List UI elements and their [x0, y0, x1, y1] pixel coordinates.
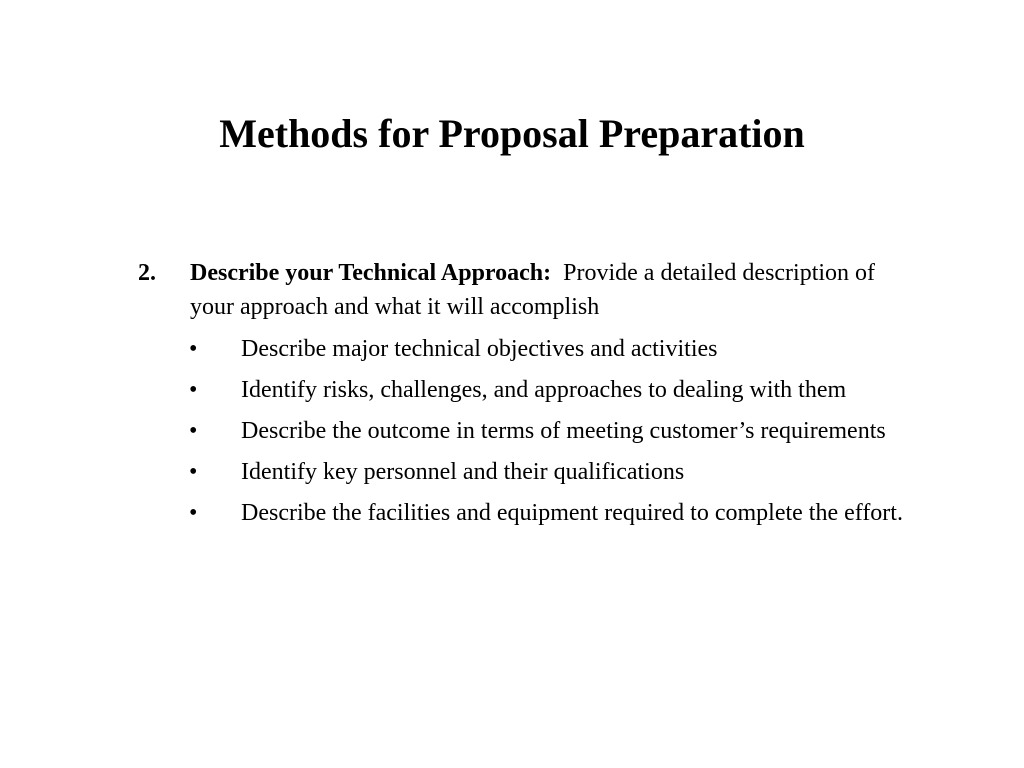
list-item	[138, 332, 918, 366]
list-item	[138, 414, 918, 448]
list-item	[138, 496, 918, 530]
bullet-icon: •	[189, 459, 198, 485]
list-item	[138, 373, 918, 407]
list-item	[138, 455, 918, 489]
slide-title: Methods for Proposal Preparation	[219, 111, 805, 156]
bullet-text: Identify key personnel and their qualifications	[241, 459, 685, 485]
bullet-text: Describe major technical objectives and activities	[241, 336, 718, 362]
bullet-icon: •	[189, 418, 198, 444]
item-text: Provide a detailed description of your approach and what it will accomplish	[190, 260, 876, 320]
bullet-text: Identify risks, challenges, and approaches to dealing with them	[241, 377, 847, 403]
item-heading: Describe your Technical Approach:	[190, 260, 552, 286]
bullet-icon: •	[189, 377, 198, 403]
bullet-text: Describe the facilities and equipment required to complete the effort.	[241, 500, 903, 526]
slide-content	[138, 256, 918, 537]
bullet-list	[138, 332, 918, 530]
item-number: 2.	[138, 260, 156, 286]
bullet-text: Describe the outcome in terms of meeting customer’s requirements	[241, 418, 886, 444]
bullet-icon: •	[189, 336, 198, 362]
numbered-item	[138, 256, 918, 324]
bullet-icon: •	[189, 500, 198, 526]
